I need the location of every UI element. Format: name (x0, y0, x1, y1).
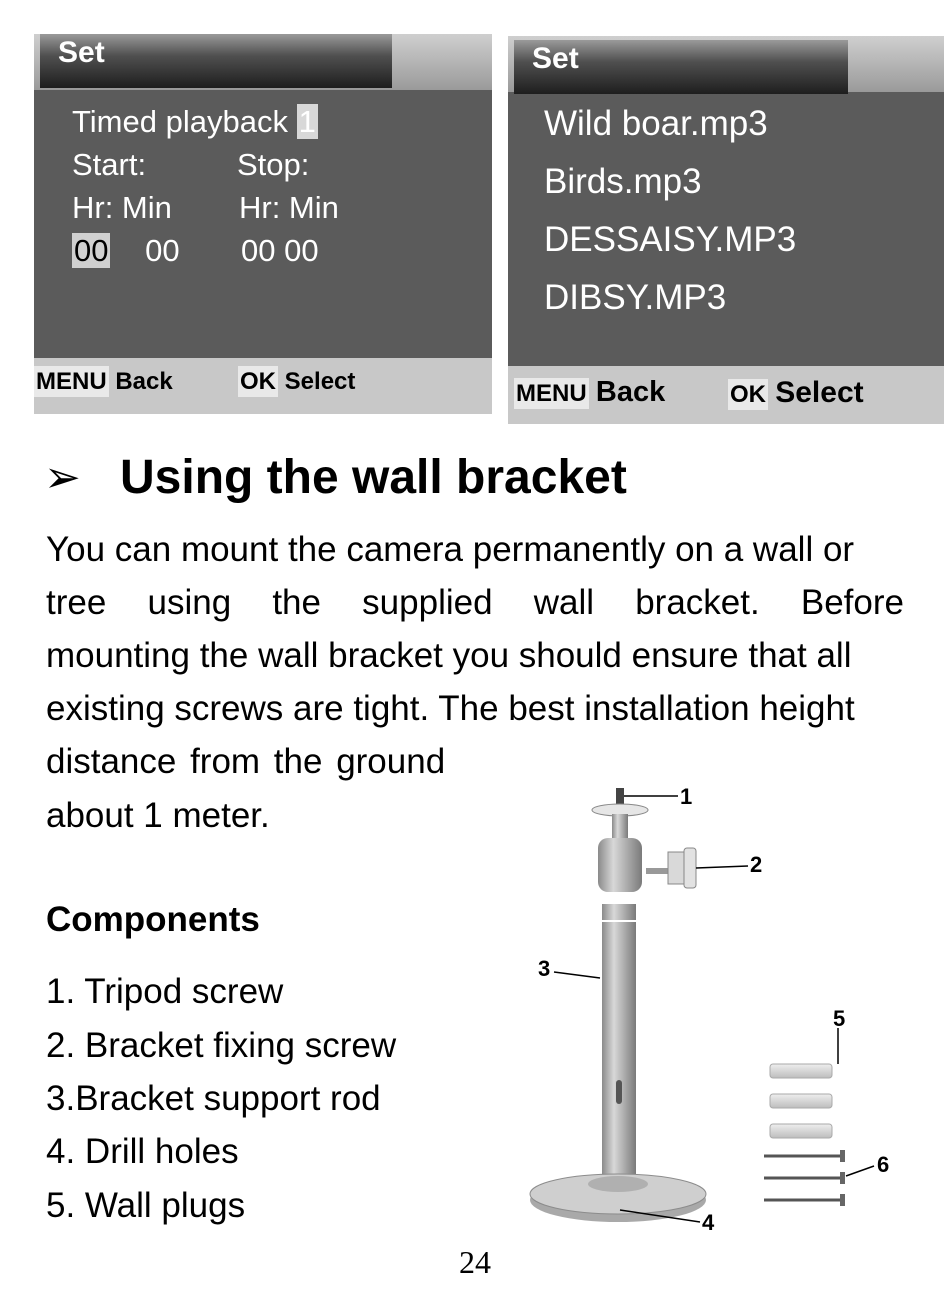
base-plate (530, 1174, 706, 1222)
component-item: 2. Bracket fixing screw (46, 1026, 397, 1065)
start-hour-field[interactable]: 00 (74, 233, 109, 268)
file-item[interactable]: Wild boar.mp3 (544, 104, 768, 143)
start-minute-field[interactable]: 00 (145, 233, 180, 268)
start-label: Start: (72, 147, 147, 182)
bracket-fixing-screw (646, 848, 696, 888)
callout-label: 5 (833, 1006, 846, 1031)
callout-label: 4 (702, 1210, 715, 1235)
paragraph-line: distance from the ground (46, 742, 446, 781)
timed-playback-row (72, 104, 318, 140)
file-item[interactable]: DESSAISY.MP3 (544, 220, 797, 259)
component-item: 4. Drill holes (46, 1132, 239, 1171)
ball-head (598, 838, 642, 892)
stop-label: Stop: (237, 147, 310, 182)
screen-title: Set (40, 34, 392, 88)
section-heading: Using the wall bracket (120, 451, 627, 504)
file-item[interactable]: Birds.mp3 (544, 162, 702, 201)
callout-label: 2 (750, 852, 763, 877)
menu-back-button[interactable] (34, 368, 173, 396)
paragraph-line: existing screws are tight. The best installation height (46, 689, 855, 728)
callout-label: 1 (680, 784, 693, 809)
start-units: Hr: Min (72, 190, 172, 225)
select-label: Select (775, 376, 864, 409)
menu-key: MENU (36, 368, 107, 395)
component-item: 1. Tripod screw (46, 972, 284, 1011)
select-label: Select (284, 368, 356, 395)
back-label: Back (595, 376, 666, 408)
wall-bracket-diagram (520, 780, 900, 1240)
stop-time-field[interactable]: 00 00 (241, 233, 319, 268)
component-item: 3.Bracket support rod (46, 1079, 381, 1118)
bracket-support-rod (602, 904, 636, 1182)
wall-plugs (770, 1064, 832, 1138)
page-number: 24 (459, 1244, 491, 1280)
ok-select-button[interactable] (238, 368, 355, 396)
timed-playback-value[interactable]: 1 (298, 104, 316, 139)
wood-screws (764, 1156, 842, 1200)
bullet-arrow-icon: ➢ (44, 453, 81, 502)
paragraph-line: mounting the wall bracket you should ensure that all (46, 636, 852, 675)
timed-playback-screen (34, 34, 492, 414)
file-item[interactable]: DIBSY.MP3 (544, 278, 727, 317)
callout-label: 3 (538, 956, 551, 981)
menu-key: MENU (516, 380, 587, 407)
ok-key: OK (240, 368, 276, 395)
paragraph-line: You can mount the camera permanently on a wall or (46, 530, 855, 569)
back-label: Back (115, 368, 173, 395)
sound-file-screen (508, 36, 944, 424)
paragraph-line: tree using the supplied wall bracket. Before (46, 583, 904, 622)
component-item: 5. Wall plugs (46, 1186, 246, 1225)
ok-key: OK (730, 381, 766, 408)
menu-back-button[interactable] (514, 376, 665, 409)
ok-select-button[interactable] (728, 376, 864, 410)
callout-label: 6 (877, 1152, 890, 1177)
stop-units: Hr: Min (239, 190, 339, 225)
screen-title: Set (514, 40, 848, 94)
start-time-row (72, 233, 180, 269)
footer-bar (34, 358, 492, 414)
components-title: Components (46, 900, 260, 939)
paragraph-line: about 1 meter. (46, 796, 270, 835)
timed-playback-label: Timed playback (72, 104, 288, 139)
footer-bar (508, 366, 944, 424)
